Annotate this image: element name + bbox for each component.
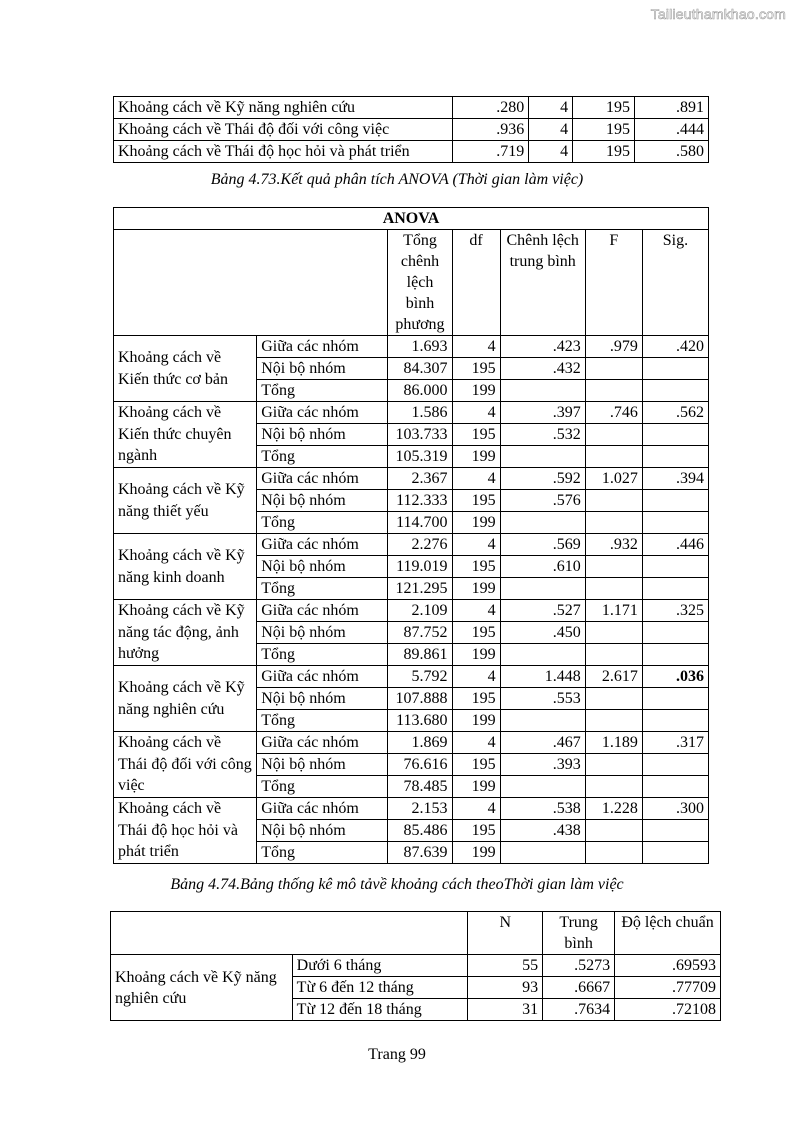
sum-of-squares: 2.367 [388,468,452,490]
sig-value [642,490,708,512]
source-label: Tổng [257,512,388,534]
source-label: Tổng [257,578,388,600]
table-row [114,600,709,622]
f-value [585,380,642,402]
header-f: F [585,230,642,336]
f-value: 2.617 [585,666,642,688]
mean-square: .569 [500,534,585,556]
sum-of-squares: 1.693 [388,336,452,358]
mean-square: .576 [500,490,585,512]
caption-table-4-73: Bảng 4.73.Kết quả phân tích ANOVA (Thời gian làm việc) [210,171,584,188]
df-value: 4 [452,468,500,490]
table-row [114,798,709,820]
df-value: 4 [452,798,500,820]
levene-statistic: .719 [453,141,529,163]
mean-square: 1.448 [500,666,585,688]
desc-header-blank [111,912,468,955]
sig-value: .036 [642,666,708,688]
group-name: Từ 6 đến 12 tháng [292,977,468,999]
table-row [114,97,709,119]
f-value [585,842,642,864]
df-value: 195 [452,358,500,380]
mean-value: .7634 [543,999,615,1021]
header-ms: Chênh lệch trung bình [500,230,585,336]
source-label: Giữa các nhóm [257,732,388,754]
f-value [585,710,642,732]
source-label: Nội bộ nhóm [257,556,388,578]
sig-value: .446 [642,534,708,556]
f-value [585,424,642,446]
df-value: 199 [452,842,500,864]
group-label: Khoảng cách về Kỹ năng kinh doanh [114,534,257,600]
sum-of-squares: 107.888 [388,688,452,710]
df-value: 195 [452,424,500,446]
df-value: 199 [452,512,500,534]
f-value: 1.228 [585,798,642,820]
caption-table-4-74: Bảng 4.74.Bảng thống kê mô tảvề khoảng cách theoThời gian làm việc [170,876,624,893]
header-df: df [452,230,500,336]
mean-value: .5273 [543,955,615,977]
table-row [111,955,721,977]
mean-square: .553 [500,688,585,710]
group-label: Khoảng cách về Kiến thức chuyên ngành [114,402,257,468]
df1-value: 4 [529,141,573,163]
df-value: 199 [452,776,500,798]
group-label: Khoảng cách về Kỹ năng thiết yếu [114,468,257,534]
df-value: 199 [452,578,500,600]
source-label: Giữa các nhóm [257,798,388,820]
table-row [114,336,709,358]
row-label: Khoảng cách về Thái độ học hỏi và phát triển [114,141,453,163]
mean-square [500,446,585,468]
header-blank [114,230,388,336]
mean-square [500,578,585,600]
sd-value: .72108 [615,999,721,1021]
mean-square: .610 [500,556,585,578]
source-label: Nội bộ nhóm [257,622,388,644]
source-label: Giữa các nhóm [257,402,388,424]
sum-of-squares: 112.333 [388,490,452,512]
df-value: 4 [452,402,500,424]
sum-of-squares: 1.586 [388,402,452,424]
sig-value: .300 [642,798,708,820]
sum-of-squares: 5.792 [388,666,452,688]
sum-of-squares: 76.616 [388,754,452,776]
sig-value [642,380,708,402]
row-label: Khoảng cách về Kỹ năng nghiên cứu [114,97,453,119]
sd-value: .69593 [615,955,721,977]
f-value [585,754,642,776]
table-row [114,534,709,556]
source-label: Tổng [257,710,388,732]
sig-value [642,820,708,842]
sig-value: .562 [642,402,708,424]
sum-of-squares: 2.153 [388,798,452,820]
watermark: Tailieuthamkhao.com [650,6,786,22]
source-label: Nội bộ nhóm [257,424,388,446]
n-value: 93 [468,977,543,999]
mean-square: .438 [500,820,585,842]
mean-square: .532 [500,424,585,446]
mean-square: .397 [500,402,585,424]
f-value [585,776,642,798]
source-label: Tổng [257,380,388,402]
df-value: 195 [452,754,500,776]
df1-value: 4 [529,97,573,119]
group-name: Dưới 6 tháng [292,955,468,977]
page-number: Trang 99 [368,1046,426,1063]
sum-of-squares: 87.639 [388,842,452,864]
table-row [114,141,709,163]
sig-value [642,578,708,600]
source-label: Giữa các nhóm [257,336,388,358]
sig-value: .891 [635,97,709,119]
sum-of-squares: 113.680 [388,710,452,732]
sig-value: .444 [635,119,709,141]
table-row [114,666,709,688]
df-value: 4 [452,534,500,556]
source-label: Tổng [257,842,388,864]
descriptive-table [110,911,721,1021]
source-label: Giữa các nhóm [257,534,388,556]
f-value [585,688,642,710]
f-value: .979 [585,336,642,358]
f-value [585,578,642,600]
sig-value [642,622,708,644]
source-label: Nội bộ nhóm [257,490,388,512]
sig-value [642,424,708,446]
f-value [585,490,642,512]
sd-value: .77709 [615,977,721,999]
sum-of-squares: 2.276 [388,534,452,556]
sum-of-squares: 119.019 [388,556,452,578]
mean-square: .527 [500,600,585,622]
df-value: 199 [452,710,500,732]
source-label: Giữa các nhóm [257,468,388,490]
df2-value: 195 [573,119,635,141]
header-ss: Tổng chênh lệch bình phương [388,230,452,336]
f-value: 1.189 [585,732,642,754]
f-value: 1.171 [585,600,642,622]
group-name: Từ 12 đến 18 tháng [292,999,468,1021]
n-value: 55 [468,955,543,977]
table-row [114,119,709,141]
f-value [585,622,642,644]
levene-statistic: .280 [453,97,529,119]
table-row [114,732,709,754]
source-label: Nội bộ nhóm [257,820,388,842]
df-value: 4 [452,666,500,688]
mean-square: .538 [500,798,585,820]
mean-square: .432 [500,358,585,380]
source-label: Nội bộ nhóm [257,688,388,710]
df-value: 4 [452,732,500,754]
desc-header-mean: Trung bình [543,912,615,955]
levene-table-continued [113,96,709,163]
sig-value: .394 [642,468,708,490]
source-label: Giữa các nhóm [257,666,388,688]
f-value: .932 [585,534,642,556]
df2-value: 195 [573,97,635,119]
sum-of-squares: 86.000 [388,380,452,402]
f-value [585,358,642,380]
source-label: Nội bộ nhóm [257,754,388,776]
mean-square [500,776,585,798]
mean-square: .450 [500,622,585,644]
f-value: .746 [585,402,642,424]
f-value [585,820,642,842]
mean-square [500,380,585,402]
sig-value [642,688,708,710]
mean-square: .592 [500,468,585,490]
sig-value: .325 [642,600,708,622]
sum-of-squares: 2.109 [388,600,452,622]
df-value: 4 [452,336,500,358]
source-label: Tổng [257,446,388,468]
sig-value: .317 [642,732,708,754]
f-value [585,512,642,534]
f-value [585,446,642,468]
group-label: Khoảng cách về Thái độ học hỏi và phát triển [114,798,257,864]
group-label: Khoảng cách về Thái độ đối với công việc [114,732,257,798]
anova-title: ANOVA [114,208,709,230]
df-value: 195 [452,490,500,512]
sig-value: .580 [635,141,709,163]
sig-value [642,512,708,534]
mean-square [500,644,585,666]
sig-value [642,842,708,864]
levene-statistic: .936 [453,119,529,141]
df-value: 199 [452,644,500,666]
df-value: 195 [452,622,500,644]
mean-value: .6667 [543,977,615,999]
df-value: 195 [452,820,500,842]
df2-value: 195 [573,141,635,163]
source-label: Tổng [257,644,388,666]
group-label: Khoảng cách về Kỹ năng tác động, ảnh hưởng [114,600,257,666]
sig-value [642,446,708,468]
n-value: 31 [468,999,543,1021]
mean-square: .423 [500,336,585,358]
mean-square: .393 [500,754,585,776]
sum-of-squares: 105.319 [388,446,452,468]
sig-value [642,644,708,666]
sig-value [642,754,708,776]
sum-of-squares: 78.485 [388,776,452,798]
sum-of-squares: 121.295 [388,578,452,600]
mean-square [500,710,585,732]
mean-square: .467 [500,732,585,754]
df-value: 195 [452,556,500,578]
desc-header-sd: Độ lệch chuẩn [615,912,721,955]
source-label: Nội bộ nhóm [257,358,388,380]
sig-value [642,710,708,732]
df-value: 195 [452,688,500,710]
df-value: 199 [452,446,500,468]
sum-of-squares: 103.733 [388,424,452,446]
sum-of-squares: 87.752 [388,622,452,644]
mean-square [500,512,585,534]
header-sig: Sig. [642,230,708,336]
sig-value [642,776,708,798]
df-value: 4 [452,600,500,622]
sum-of-squares: 1.869 [388,732,452,754]
f-value: 1.027 [585,468,642,490]
sig-value: .420 [642,336,708,358]
f-value [585,644,642,666]
sum-of-squares: 85.486 [388,820,452,842]
table-row [114,468,709,490]
sum-of-squares: 114.700 [388,512,452,534]
f-value [585,556,642,578]
table-row [114,402,709,424]
mean-square [500,842,585,864]
group-label: Khoảng cách về Kiến thức cơ bản [114,336,257,402]
sum-of-squares: 89.861 [388,644,452,666]
anova-table [113,207,709,864]
source-label: Giữa các nhóm [257,600,388,622]
source-label: Tổng [257,776,388,798]
desc-label: Khoảng cách về Kỹ năng nghiên cứu [111,955,293,1021]
row-label: Khoảng cách về Thái độ đối với công việc [114,119,453,141]
sig-value [642,358,708,380]
sig-value [642,556,708,578]
desc-header-n: N [468,912,543,955]
sum-of-squares: 84.307 [388,358,452,380]
df1-value: 4 [529,119,573,141]
group-label: Khoảng cách về Kỹ năng nghiên cứu [114,666,257,732]
df-value: 199 [452,380,500,402]
